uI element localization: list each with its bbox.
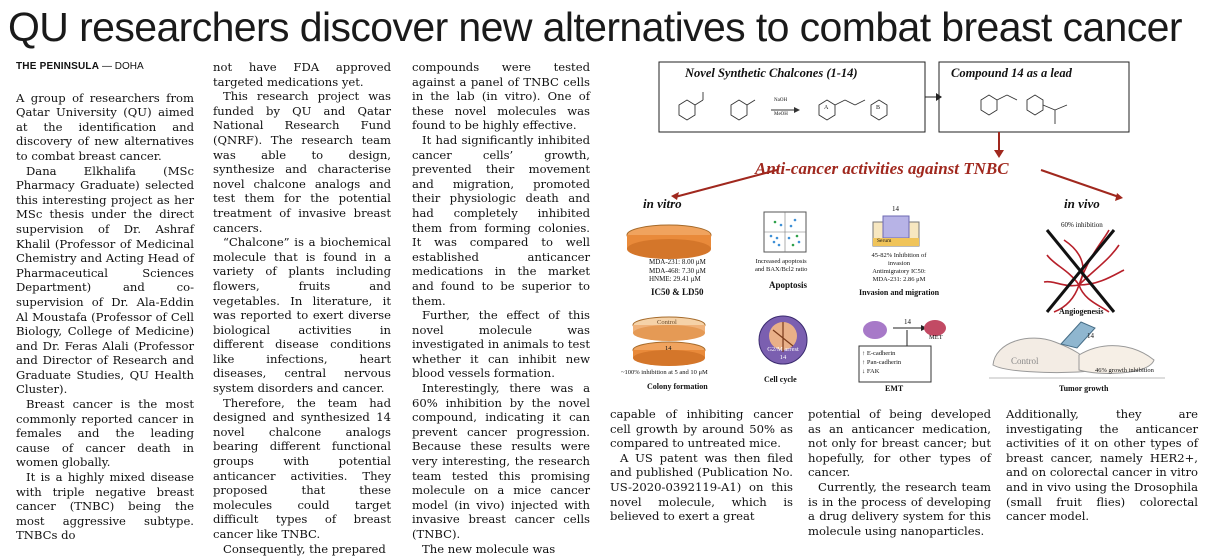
invasion-note-line: Antimigratory IC50: (872, 268, 926, 275)
paragraph: The new molecule was (422, 541, 556, 556)
paragraph: Consequently, the prepared (223, 541, 386, 556)
paragraph: Currently, the research team is in the process of developing a drug delivery system for this molecule using nanoparticles. (808, 479, 991, 538)
invasion-note-line: 45-82% Inhibition of (871, 252, 927, 259)
paragraph: A US patent was then filed and published (Publication No. US-2020-0392119-A1) on this novel molecule, which is believed to exert a great (610, 450, 793, 524)
ring-a-label: A (824, 105, 829, 111)
emt-marker: ↑ E-cadherin (862, 350, 896, 357)
apoptosis-note (755, 258, 807, 274)
invasion-compound: 14 (892, 205, 899, 213)
paragraph: not have FDA approved targeted medications yet. (213, 60, 391, 89)
invasion-note-line: MDA-231: 2.86 μM (872, 276, 926, 283)
research-figure (609, 60, 1187, 400)
colony-control-label: Control (657, 319, 677, 326)
colony-treated-label: 14 (665, 345, 672, 352)
arrow-down-icon (994, 150, 1004, 158)
in-vivo-label: in vivo (1064, 196, 1100, 211)
byline-place: DOHA (114, 61, 144, 72)
ic50-values (649, 258, 706, 284)
activities-title: Anti-cancer activities against TNBC (755, 159, 1009, 178)
cell-cycle-note-line: G2/M arrest (767, 346, 799, 353)
in-vitro-label: in vitro (643, 196, 682, 211)
paragraph: This research project was funded by QU and Qatar National Research Fund (QNRF). The research team was able to design, synthesize and characterise novel chalcone analogs and test them for the potential treatment of invasive breast cancers. (213, 89, 391, 235)
ic50-line: HNME: 29.41 μM (649, 275, 701, 283)
paragraph: compounds were tested against a panel of TNBC cells in the lab (in vitro). One of these novel molecules was found to be highly effective. (412, 60, 590, 133)
cell-cycle-note-line: 14 (779, 353, 787, 361)
emt-label: EMT (885, 384, 904, 393)
paragraph: Dana Elkhalifa (MSc Pharmacy Graduate) selected this interesting project as her MSc thesis under the direct supervision of Dr. Ashraf Khalil (Professor of Medicinal Chemistry and Acting Head of Pharmaceutical Sciences Department) and co-supervision of Dr. Ala-Eddin Al Moustafa (Professor of Cell Biology, College of Medicine) and Dr. Feras Alali (Professor and Director of Research and Graduate Studies, QU Health Cluster). (16, 163, 194, 397)
chalcone-structures (679, 92, 1067, 124)
paragraph: capable of inhibiting cancer cell growth by around 50% as compared to untreated mice. (610, 407, 793, 451)
byline-source: THE PENINSULA (16, 61, 100, 72)
paragraph: “Chalcone” is a biochemical molecule that is found in a variety of plants including flowers, fruits and vegetables. In literature, it was reported to exert diverse biological activities in different disease conditions like infections, heart diseases, central nervous system disorders and cancer. (213, 235, 391, 396)
tumor-control-label: Control (1011, 356, 1039, 366)
invasion-label: Invasion and migration (859, 288, 940, 297)
paragraph: Additionally, they are investigating the anticancer activities of it on other types of breast cancer, namely HER2+, and on colorectal cancer in vitro and in vivo using the Drosophila (small fruit flies) colorectal cancer model. (1006, 407, 1198, 524)
article-column-4 (610, 407, 793, 524)
lead-title: Compound 14 as a lead (951, 66, 1072, 80)
paragraph: It is a highly mixed disease with triple negative breast cancer (TNBC) being the most aggressive subtype. TNBCs do (16, 470, 194, 543)
paragraph: A group of researchers from Qatar University (QU) aimed at the identification and discovery of new alternatives to combat breast cancer. (16, 90, 194, 163)
arrow-right-icon (1115, 193, 1123, 201)
byline-separator: — (99, 61, 115, 72)
headline: QU researchers discover new alternatives to combat breast cancer (8, 4, 1182, 50)
tumor-compound: 14 (1087, 332, 1094, 340)
paragraph: potential of being developed as an anticancer medication, not only for breast cancer; but hopefully, for other types of cancer. (808, 407, 991, 480)
tumor-note: 46% growth inhibition (1095, 367, 1154, 374)
apoptosis-note-line: Increased apoptosis (755, 258, 807, 265)
reagent-1: NaOH (774, 98, 788, 103)
article-column-3 (412, 60, 590, 556)
emt-compound: 14 (904, 318, 911, 326)
paragraph: Interestingly, there was a 60% inhibition by the novel compound, indicating it can prevent cancer progression. Because these results were very interesting, the research team tested this promising molecule on a mice cancer model (in vivo) injected with invasive breast cancer cells (TNBC). (412, 381, 590, 541)
apoptosis-note-line: and BAX/Bcl2 ratio (755, 266, 808, 273)
article-column-2 (213, 60, 391, 556)
cell-cycle-label: Cell cycle (764, 375, 797, 384)
ic50-line: MDA-231: 8.00 μM (649, 258, 706, 266)
tumor-label: Tumor growth (1059, 384, 1109, 393)
emt-marker: ↓ FAK (862, 368, 880, 375)
paragraph: Breast cancer is the most commonly reported cancer in females and the leading cause of cancer death in women globally. (16, 397, 194, 470)
colony-label: Colony formation (647, 382, 708, 391)
cell-cycle-note (762, 346, 804, 361)
paragraph: Therefore, the team had designed and synthesized 14 novel chalcone analogs bearing different functional groups with potential anticancer activities. They proposed that these molecules could target difficult types of breast cancer like TNBC. (213, 395, 391, 541)
byline (16, 60, 194, 75)
paragraph: It had significantly inhibited cancer cells’ growth, prevented their movement and migration, promoted their physiologic death and had completely inhibited them from forming colonies. It was compared to well established anticancer medications in the market and found to be superior to them. (412, 132, 590, 308)
emt-markers (862, 349, 901, 376)
serum-label: Serum (877, 238, 892, 244)
emt-marker: ↑ Pan-cadherin (862, 359, 902, 366)
colony-note: ~100% inhibition at 5 and 10 μM (621, 369, 708, 376)
synthesis-title: Novel Synthetic Chalcones (1-14) (685, 66, 858, 80)
met-label: MET (929, 334, 943, 341)
paragraph: Further, the effect of this novel molecule was investigated in animals to test whether it can inhibit new blood vessels formation. (412, 308, 590, 381)
article-column-6 (1006, 407, 1198, 524)
article-column-5 (808, 407, 991, 538)
ic50-line: MDA-468: 7.30 μM (649, 266, 706, 275)
ic50-label: IC50 & LD50 (651, 287, 704, 297)
ring-b-label: B (876, 105, 881, 111)
mesenchymal-cells-icon (863, 321, 887, 339)
invasion-note (859, 252, 939, 284)
angiogenesis-label: Angiogenesis (1059, 307, 1104, 316)
reagent-2: MeOH (774, 112, 788, 117)
article-column-1 (16, 60, 194, 543)
apoptosis-label: Apoptosis (769, 280, 808, 290)
angiogenesis-note: 60% inhibition (1061, 221, 1103, 229)
invasion-note-line: invasion (887, 260, 911, 267)
